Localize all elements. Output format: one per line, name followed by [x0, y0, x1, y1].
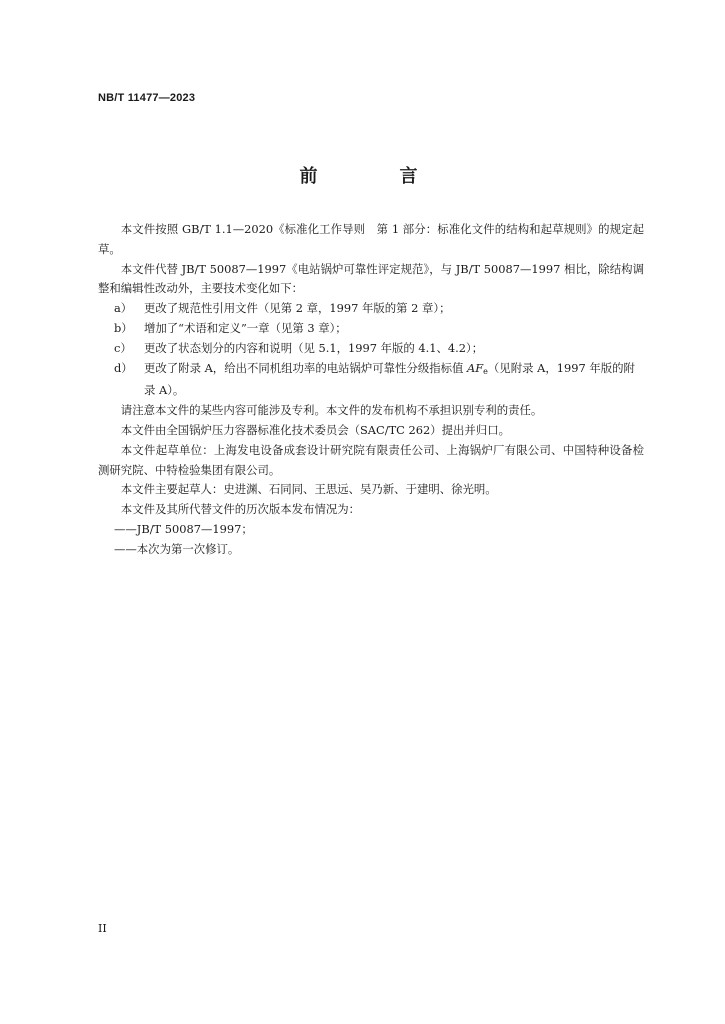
change-text: 增加了“术语和定义”一章（见第 3 章）； [144, 320, 347, 335]
change-item-c [98, 339, 644, 359]
change-label: c） [114, 340, 132, 355]
change-text [144, 359, 644, 402]
math-symbol: AF [467, 360, 484, 375]
history-item: ——本次为第一次修订。 [114, 541, 240, 556]
foreword-body [98, 220, 644, 560]
change-text: 更改了状态划分的内容和说明（见 5.1，1997 年版的 4.1、4.2）； [144, 340, 484, 355]
change-text-before: 更改了附录 A，给出不同机组功率的电站锅炉可靠性分级指标值 [144, 360, 468, 375]
page-title: 前 言 [299, 166, 450, 187]
change-item-b [98, 319, 644, 339]
paragraph-drafting-rules: 本文件按照 GB/T 1.1—2020《标准化工作导则 第 1 部分：标准化文件的结构和起草规则》的规定起草。 [98, 222, 644, 256]
paragraph-history-intro: 本文件及其所代替文件的历次版本发布情况为： [120, 502, 361, 517]
paragraph-drafting-units: 本文件起草单位：上海发电设备成套设计研究院有限责任公司、上海锅炉厂有限公司、中国特种设备检测研究院、中特检验集团有限公司。 [98, 442, 644, 477]
history-item: ——JB/T 50087—1997； [114, 521, 253, 536]
change-text: 更改了规范性引用文件（见第 2 章，1997 年版的第 2 章）； [144, 301, 451, 316]
change-text-after: （见附录 A，1997 年版的附录 A）。 [144, 360, 635, 398]
paragraph-patent-notice: 请注意本文件的某些内容可能涉及专利。本文件的发布机构不承担识别专利的责任。 [120, 403, 543, 418]
math-subscript: e [483, 366, 488, 376]
change-label: b） [114, 320, 133, 335]
document-code: NB/T 11477—2023 [98, 92, 196, 104]
paragraph-drafters: 本文件主要起草人：史进渊、石同同、王思远、吴乃新、于建明、徐光明。 [120, 482, 497, 497]
change-label: a） [114, 301, 133, 316]
change-label: d） [114, 360, 133, 375]
change-item-d [98, 359, 644, 402]
page-number: II [98, 922, 107, 935]
paragraph-proposer: 本文件由全国锅炉压力容器标准化技术委员会（SAC/TC 262）提出并归口。 [120, 422, 510, 437]
change-item-a [98, 299, 644, 319]
paragraph-replacement: 本文件代替 JB/T 50087—1997《电站锅炉可靠性评定规范》，与 JB/T 50087—1997 相比，除结构调整和编辑性改动外，主要技术变化如下： [98, 261, 644, 296]
